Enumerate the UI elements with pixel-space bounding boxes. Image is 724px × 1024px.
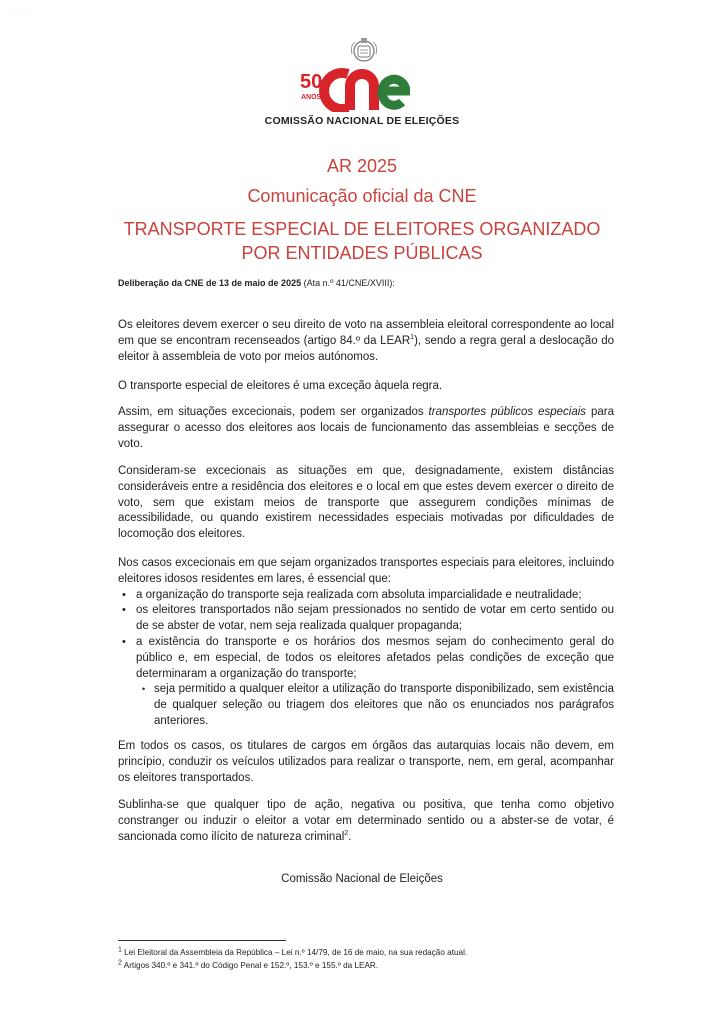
scan-artifact: · · · bbox=[8, 12, 28, 18]
title-subject bbox=[0, 217, 724, 265]
paragraph-1-text-a: Os eleitores devem exercer o seu direito de voto na assembleia eleitoral correspondente ao local em que se encontram recenseados (artigo 84.º da LEAR bbox=[118, 319, 614, 347]
footnote-2-text: Artigos 340.º e 341.º do Código Penal e 152.º, 153.º e 155.º da LEAR. bbox=[121, 961, 379, 970]
footnote-ref-2: 2 bbox=[344, 829, 349, 837]
paragraph-7-text: Sublinha-se que qualquer tipo de ação, negativa ou positiva, que tenha como objetivo constranger ou induzir o eleitor a votar em determinado sentido ou a abster-se de votar, é sancionada como ilícito de natureza criminal bbox=[118, 799, 614, 843]
logo-acronym: cne bbox=[298, 64, 300, 65]
logo-anniversary-label: ANOS bbox=[301, 94, 322, 101]
paragraph-2: O transporte especial de eleitores é uma exceção àquela regra. bbox=[118, 380, 443, 392]
footnote-1 bbox=[118, 948, 467, 957]
requirements-list bbox=[118, 588, 614, 730]
list-item: • a organização do transporte seja realizada com absoluta imparcialidade e neutralidade; bbox=[136, 588, 614, 604]
footnote-2 bbox=[118, 961, 378, 970]
footnote-1-text: Lei Eleitoral da Assembleia da República – Lei n.º 14/79, de 16 de maio, na sua redação atual. bbox=[121, 948, 468, 957]
title-subject-line1: TRANSPORTE ESPECIAL DE ELEITORES ORGANIZADO bbox=[123, 219, 601, 239]
list-item-text: a existência do transporte e os horários dos mesmos sejam do conhecimento geral do público e, em especial, de todos os eleitores afetados pelas condições de exceção que determinaram a organização do transporte; bbox=[136, 635, 614, 680]
paragraph-5-intro: Nos casos excecionais em que sejam organizados transportes especiais para eleitores, incluindo eleitores idosos residentes em lares, é essencial que: bbox=[118, 557, 614, 585]
paragraph-6: Em todos os casos, os titulares de cargos em órgãos das autarquias locais não devem, em princípio, conduzir os veículos utilizados para realizar o transporte, nem, em geral, acompanhar os eleitores transportados. bbox=[118, 740, 614, 784]
footnote-2-number: 2 bbox=[118, 959, 122, 967]
title-subject-line2: POR ENTIDADES PÚBLICAS bbox=[241, 243, 483, 263]
paragraph-4: Consideram-se excecionais as situações em que, designadamente, existem distâncias consideráveis entre a residência dos eleitores e o local em que estes devem exercer o direito de voto, sem que existam meios de transporte que assegurem condições mínimas de acessibilidade, ou quando existirem necessidades especiais motivadas por dificuldades de locomoção dos eleitores. bbox=[118, 465, 614, 541]
footnote-ref-1: 1 bbox=[410, 333, 415, 341]
paragraph-3 bbox=[118, 405, 614, 452]
paragraph-3-emphasis: transportes públicos especiais bbox=[428, 406, 587, 418]
cne-logo bbox=[298, 64, 410, 112]
paragraph-3-text-a: Assim, em situações excecionais, podem ser organizados bbox=[118, 406, 429, 418]
deliberation-date: Deliberação da CNE de 13 de maio de 2025 bbox=[118, 278, 302, 288]
deliberation-minutes: (Ata n.º 41/CNE/XVIII): bbox=[301, 278, 395, 288]
paragraph-1 bbox=[118, 318, 614, 365]
footnote-divider bbox=[118, 940, 286, 941]
republic-crest-icon bbox=[346, 36, 382, 64]
logo-anniversary-number: 50 bbox=[300, 71, 323, 93]
sub-list-item: • seja permitido a qualquer eleitor a utilização do transporte disponibilizado, sem existência de qualquer seleção ou triagem dos eleitores que não os enunciados nos parágrafos anteriores. bbox=[154, 682, 614, 729]
paragraph-3-text-b: para assegurar o acesso dos eleitores aos locais de funcionamento das assembleias e secções de voto. bbox=[118, 406, 614, 450]
paragraph-7 bbox=[118, 798, 614, 845]
title-election: AR 2025 bbox=[326, 156, 398, 176]
paragraph-7-end: . bbox=[348, 830, 352, 843]
title-communication: Comunicação oficial da CNE bbox=[247, 186, 477, 206]
paragraph-1-text-b: ), sendo a regra geral a deslocação do eleitor à assembleia de voto por meios autónomos. bbox=[118, 334, 615, 363]
signature: Comissão Nacional de Eleições bbox=[281, 873, 443, 885]
list-item bbox=[136, 635, 614, 730]
sub-list bbox=[136, 682, 614, 729]
paragraph-5 bbox=[118, 556, 614, 730]
org-name: COMISSÃO NACIONAL DE ELEIÇÕES bbox=[264, 115, 460, 127]
list-item: • os eleitores transportados não sejam pressionados no sentido de votar em certo sentido ou de se abster de votar, nem seja realizada qualquer propaganda; bbox=[136, 603, 614, 635]
deliberation-line bbox=[118, 278, 395, 288]
footnote-1-number: 1 bbox=[118, 946, 122, 954]
